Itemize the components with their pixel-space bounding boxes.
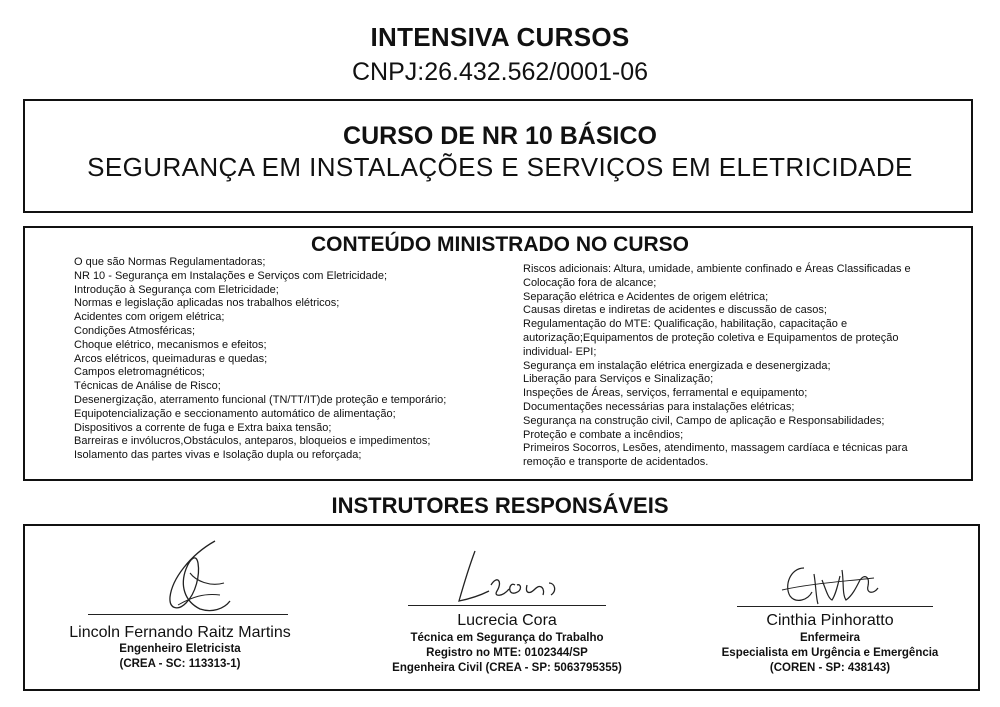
instructor-detail: Especialista em Urgência e Emergência bbox=[721, 647, 939, 659]
signature-line bbox=[408, 605, 606, 606]
topic-item: Liberação para Serviços e Sinalização; bbox=[523, 373, 714, 386]
topic-item: Acidentes com origem elétrica; bbox=[74, 311, 225, 324]
company-cnpj: CNPJ:26.432.562/0001-06 bbox=[351, 58, 649, 86]
topic-item: Primeiros Socorros, Lesões, atendimento, massagem cardíaca e técnicas para remoção e transporte de acidentados. bbox=[523, 442, 908, 469]
topic-item: Campos eletromagnéticos; bbox=[74, 366, 205, 379]
topic-item: Barreiras e invólucros,Obstáculos, anteparos, bloqueios e impedimentos; bbox=[74, 435, 431, 448]
topic-item: Riscos adicionais: Altura, umidade, ambiente confinado e Áreas Classificadas e Colocação fora de alcance; bbox=[523, 263, 911, 289]
topic-item: Desenergização, aterramento funcional (TN/TT/IT)de proteção e temporário; bbox=[74, 393, 447, 406]
topic-item: Segurança na construção civil, Campo de aplicação e Responsabilidades; bbox=[523, 414, 885, 427]
topic-item: Choque elétrico, mecanismos e efeitos; bbox=[74, 338, 267, 351]
topic-item: Arcos elétricos, queimaduras e quedas; bbox=[74, 352, 268, 365]
topic-item: Condições Atmosféricas; bbox=[74, 324, 196, 337]
instructor-detail: Enfermeira bbox=[799, 632, 861, 644]
topic-item: Equipotencialização e seccionamento automático de alimentação; bbox=[74, 407, 396, 420]
signature-line bbox=[88, 614, 288, 615]
instructor-detail: (COREN - SP: 438143) bbox=[769, 662, 891, 674]
topic-item: Segurança em instalação elétrica energizada e desenergizada; bbox=[523, 359, 831, 372]
content-heading: CONTEÚDO MINISTRADO NO CURSO bbox=[311, 233, 689, 256]
instructor-detail: Registro no MTE: 0102344/SP bbox=[426, 647, 588, 659]
topic-item: Isolamento das partes vivas e Isolação dupla ou reforçada; bbox=[74, 449, 362, 462]
topic-list-left bbox=[74, 256, 494, 463]
instructor-detail: (CREA - SC: 113313-1) bbox=[119, 658, 241, 670]
instructor-name: Lucrecia Cora bbox=[457, 612, 557, 629]
signature-lucrecia bbox=[445, 545, 565, 607]
topic-item: Regulamentação do MTE: Qualificação, habilitação, capacitação e autorização;Equipamentos de proteção coletiva e Equipamentos de proteção individual- EPI; bbox=[523, 318, 899, 358]
topic-item: NR 10 - Segurança em Instalações e Serviços com Eletricidade; bbox=[74, 269, 388, 282]
topic-item: Documentações necessárias para instalações elétricas; bbox=[523, 400, 795, 413]
topic-item: Dispositivos a corrente de fuga e Extra baixa tensão; bbox=[74, 421, 332, 434]
instructor-detail: Engenheiro Eletricista bbox=[119, 643, 241, 655]
course-subtitle: SEGURANÇA EM INSTALAÇÕES E SERVIÇOS EM ELETRICIDADE bbox=[87, 152, 913, 182]
topic-item: Introdução à Segurança com Eletricidade; bbox=[74, 283, 279, 296]
topic-list-right bbox=[523, 263, 943, 470]
topic-item: Normas e legislação aplicadas nos trabalhos elétricos; bbox=[74, 297, 340, 310]
company-name: INTENSIVA CURSOS bbox=[370, 22, 630, 52]
instructor-detail: Engenheira Civil (CREA - SP: 5063795355) bbox=[392, 662, 622, 674]
instructor-name: Lincoln Fernando Raitz Martins bbox=[69, 624, 291, 641]
topic-item: Proteção e combate a incêndios; bbox=[523, 428, 684, 441]
topic-item: Inspeções de Áreas, serviços, ferramental e equipamento; bbox=[523, 387, 808, 400]
course-title: CURSO DE NR 10 BÁSICO bbox=[343, 122, 657, 150]
topic-item: O que são Normas Regulamentadoras; bbox=[74, 256, 266, 268]
topic-item: Causas diretas e indiretas de acidentes e discussão de casos; bbox=[523, 304, 827, 317]
instructors-heading: INSTRUTORES RESPONSÁVEIS bbox=[331, 493, 669, 518]
signature-line bbox=[737, 606, 933, 607]
signature-cinthia bbox=[778, 560, 888, 612]
topic-item: Separação elétrica e Acidentes de origem elétrica; bbox=[523, 290, 769, 303]
topic-item: Técnicas de Análise de Risco; bbox=[74, 380, 221, 393]
instructor-detail: Técnica em Segurança do Trabalho bbox=[410, 632, 604, 644]
signature-lincoln bbox=[120, 535, 270, 615]
instructor-name: Cinthia Pinhoratto bbox=[766, 612, 894, 629]
